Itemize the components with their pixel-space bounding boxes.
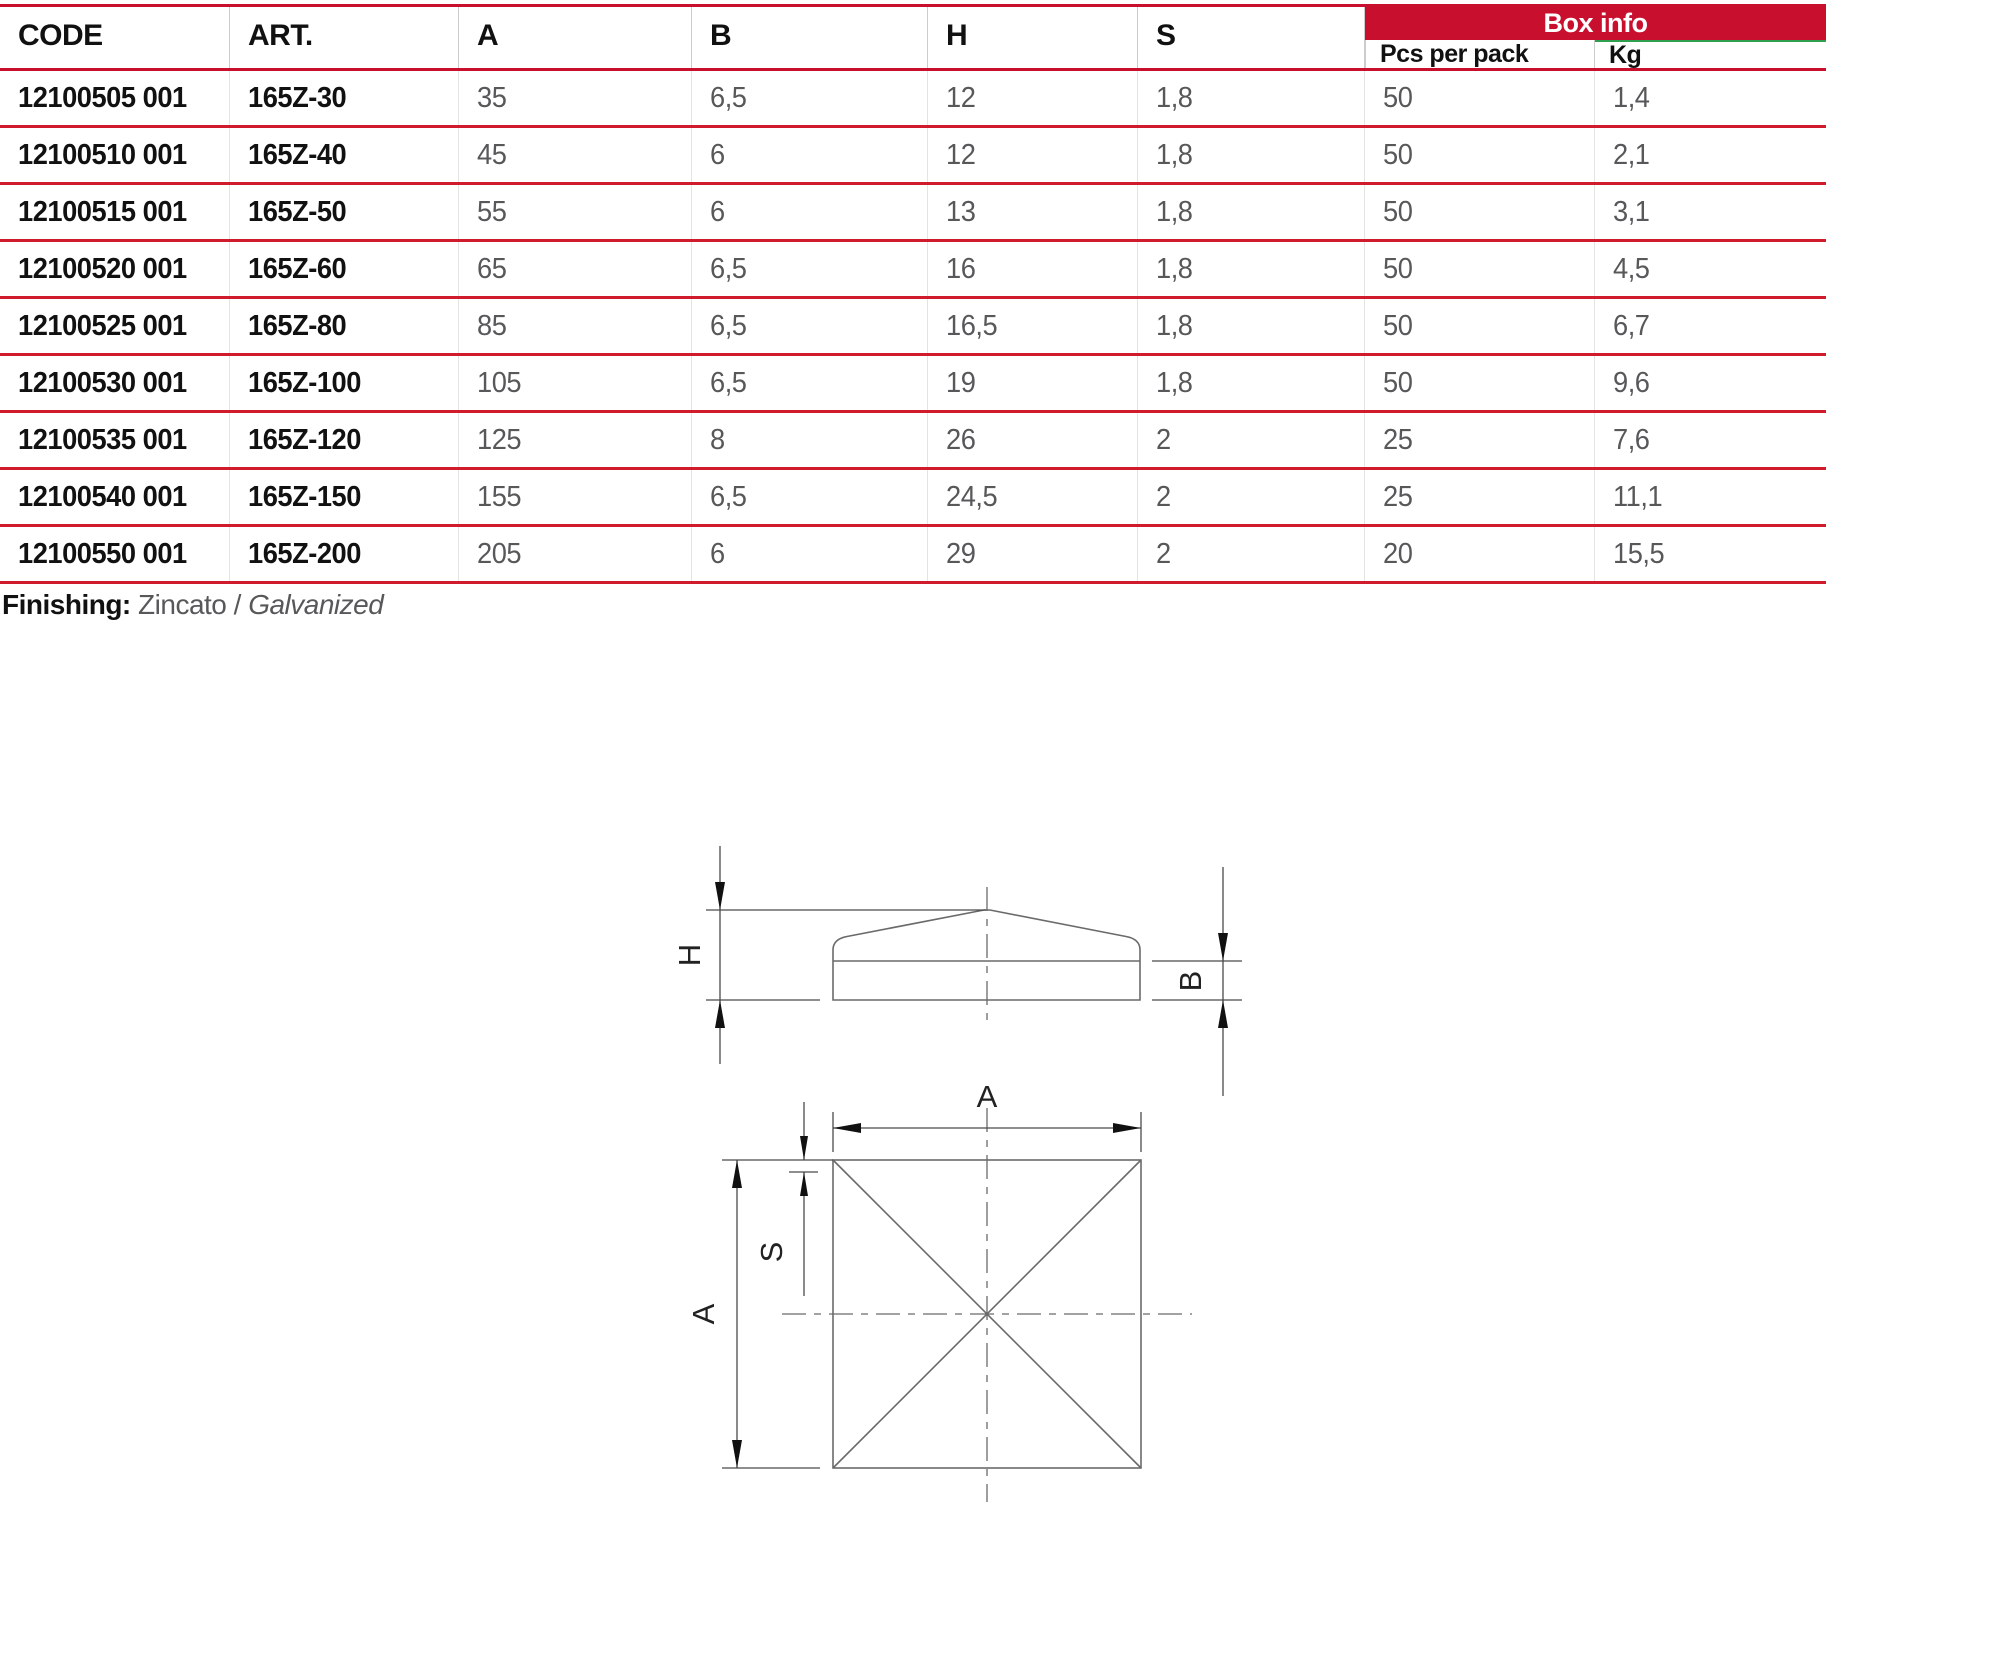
header-box-info-band: Box info: [1365, 7, 1826, 40]
cell-art: 165Z-60: [230, 242, 459, 296]
cell-b: 6: [692, 527, 928, 581]
cell-code: 12100535 001: [0, 413, 230, 467]
cell-b: 6,5: [692, 356, 928, 410]
dimension-b: [1152, 867, 1242, 1096]
cell-s: 2: [1138, 470, 1365, 524]
cell-art: 165Z-150: [230, 470, 459, 524]
dimension-s: [754, 1102, 818, 1296]
cell-s: 1,8: [1138, 299, 1365, 353]
cell-kg: 6,7: [1613, 309, 1650, 342]
cell-pcs: 20: [1365, 527, 1595, 581]
table-row: [0, 356, 1826, 413]
cell-pcs: 50: [1365, 356, 1595, 410]
cell-s: 2: [1138, 527, 1365, 581]
cell-kg: 9,6: [1613, 366, 1650, 399]
cell-b: 6,5: [692, 242, 928, 296]
header-kg: Kg: [1595, 40, 1826, 68]
cell-art: 165Z-200: [230, 527, 459, 581]
cell-a: 155: [459, 470, 692, 524]
cell-kg: 1,4: [1613, 81, 1650, 114]
cell-a: 125: [459, 413, 692, 467]
cell-b: 8: [692, 413, 928, 467]
dimension-h: [672, 846, 986, 1064]
arrow-up-icon: [1218, 1000, 1228, 1028]
cell-pcs: 50: [1365, 128, 1595, 182]
cell-a: 65: [459, 242, 692, 296]
cell-art: 165Z-30: [230, 71, 459, 125]
cell-pcs: 50: [1365, 242, 1595, 296]
finishing-value: Zincato /: [130, 589, 249, 620]
cell-a: 55: [459, 185, 692, 239]
arrow-up-icon: [732, 1160, 742, 1188]
table-row: [0, 527, 1826, 584]
cell-art: 165Z-50: [230, 185, 459, 239]
header-b: B: [692, 7, 928, 68]
product-spec-table: [0, 4, 1826, 584]
table-row: [0, 413, 1826, 470]
arrow-down-icon: [800, 1136, 808, 1160]
table-row: [0, 185, 1826, 242]
cell-b: 6,5: [692, 470, 928, 524]
dimension-h-label: H: [672, 943, 707, 967]
cell-code: 12100530 001: [0, 356, 230, 410]
dimension-a-left: [686, 1160, 833, 1468]
finishing-note: [2, 589, 383, 621]
arrow-up-icon: [715, 1000, 725, 1028]
cell-code: 12100525 001: [0, 299, 230, 353]
header-pcs-per-pack: Pcs per pack: [1365, 40, 1595, 68]
cell-kg: 15,5: [1613, 537, 1665, 570]
cell-kg: 11,1: [1613, 480, 1663, 513]
cell-pcs: 25: [1365, 413, 1595, 467]
arrow-up-icon: [800, 1172, 808, 1196]
header-code: CODE: [0, 7, 230, 68]
cell-pcs: 25: [1365, 470, 1595, 524]
cell-b: 6,5: [692, 71, 928, 125]
arrow-down-icon: [1218, 933, 1228, 961]
cell-h: 12: [928, 128, 1138, 182]
dimension-s-label: S: [754, 1241, 789, 1263]
technical-drawing: [640, 828, 1300, 1528]
cell-a: 105: [459, 356, 692, 410]
cell-code: 12100510 001: [0, 128, 230, 182]
cell-b: 6: [692, 128, 928, 182]
cell-s: 2: [1138, 413, 1365, 467]
cell-s: 1,8: [1138, 128, 1365, 182]
cell-h: 26: [928, 413, 1138, 467]
cell-a: 205: [459, 527, 692, 581]
cell-art: 165Z-100: [230, 356, 459, 410]
cell-pcs: 50: [1365, 185, 1595, 239]
header-art: ART.: [230, 7, 459, 68]
cell-art: 165Z-80: [230, 299, 459, 353]
arrow-right-icon: [1113, 1123, 1141, 1133]
side-view: [672, 846, 1242, 1096]
table-row: [0, 128, 1826, 185]
cell-code: 12100515 001: [0, 185, 230, 239]
cell-art: 165Z-40: [230, 128, 459, 182]
cell-code: 12100540 001: [0, 470, 230, 524]
cell-s: 1,8: [1138, 242, 1365, 296]
table-row: [0, 71, 1826, 128]
cell-s: 1,8: [1138, 71, 1365, 125]
cell-art: 165Z-120: [230, 413, 459, 467]
cell-h: 19: [928, 356, 1138, 410]
table-row: [0, 242, 1826, 299]
arrow-down-icon: [715, 882, 725, 910]
cell-a: 45: [459, 128, 692, 182]
table-header: [0, 4, 1826, 71]
cell-h: 24,5: [928, 470, 1138, 524]
cell-h: 16,5: [928, 299, 1138, 353]
header-a: A: [459, 7, 692, 68]
dimension-a-top-label: A: [976, 1079, 998, 1114]
cell-kg: 4,5: [1613, 252, 1650, 285]
dimension-a-left-label: A: [686, 1303, 721, 1325]
cell-b: 6: [692, 185, 928, 239]
cell-b: 6,5: [692, 299, 928, 353]
cell-a: 35: [459, 71, 692, 125]
cell-s: 1,8: [1138, 356, 1365, 410]
top-view: [686, 1079, 1192, 1502]
cell-a: 85: [459, 299, 692, 353]
cell-kg: 2,1: [1613, 138, 1650, 171]
dimension-b-label: B: [1173, 970, 1208, 992]
cell-pcs: 50: [1365, 299, 1595, 353]
arrow-left-icon: [833, 1123, 861, 1133]
cell-kg: 7,6: [1613, 423, 1650, 456]
header-s: S: [1138, 7, 1365, 68]
cell-h: 13: [928, 185, 1138, 239]
cell-h: 12: [928, 71, 1138, 125]
cell-s: 1,8: [1138, 185, 1365, 239]
cell-h: 16: [928, 242, 1138, 296]
table-row: [0, 299, 1826, 356]
arrow-down-icon: [732, 1440, 742, 1468]
cell-code: 12100505 001: [0, 71, 230, 125]
cell-h: 29: [928, 527, 1138, 581]
header-h: H: [928, 7, 1138, 68]
cell-pcs: 50: [1365, 71, 1595, 125]
cell-code: 12100550 001: [0, 527, 230, 581]
finishing-value-italic: Galvanized: [248, 589, 384, 620]
cell-code: 12100520 001: [0, 242, 230, 296]
table-row: [0, 470, 1826, 527]
cell-kg: 3,1: [1613, 195, 1650, 228]
finishing-label: Finishing:: [2, 589, 131, 620]
